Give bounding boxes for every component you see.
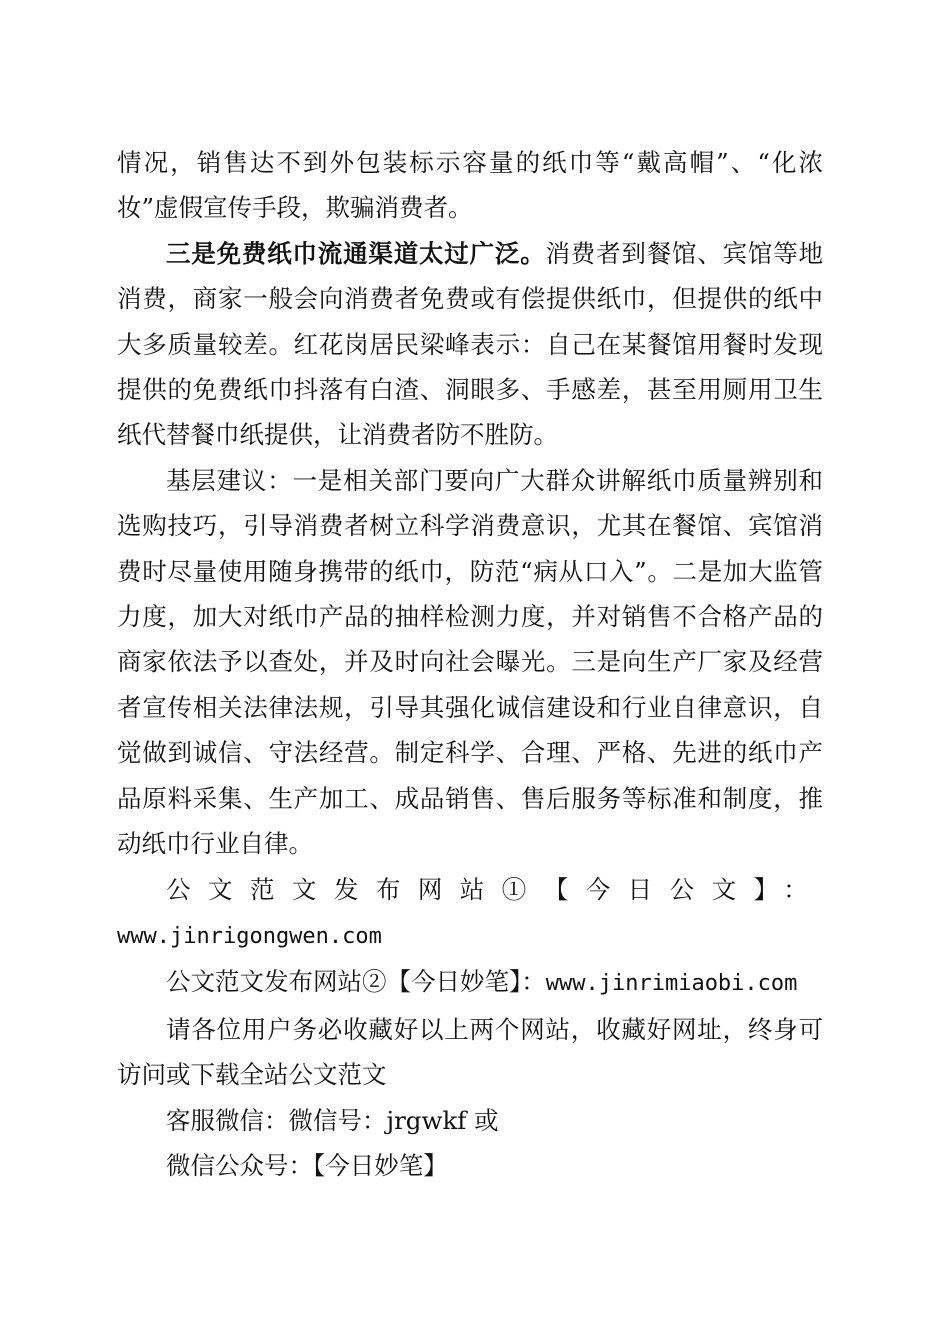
paragraph-continuation: 情况，销售达不到外包装标示容量的纸巾等“戴高帽”、“化浓妆”虚假宣传手段，欺骗消费者。	[117, 148, 823, 223]
website-2-line	[117, 959, 823, 1006]
website-2-label: 公文范文发布网站②【今日妙笔】：	[166, 967, 546, 997]
paragraph-body: 消费者到餐馆、宾馆等地消费，商家一般会向消费者免费或有偿提供纸巾，但提供的纸中大多质量较差。红花岗居民梁峰表示：自己在某餐馆用餐时发现提供的免费纸巾抖落有白渣、洞眼多、手感差，甚至用厕用卫生纸代替餐巾纸提供，让消费者防不胜防。	[117, 238, 823, 450]
paragraph-lead: 三是免费纸巾流通渠道太过广泛。	[166, 238, 546, 268]
wechat-service: 客服微信：微信号：jrgwkf 或	[166, 1105, 499, 1135]
document-body	[117, 140, 823, 1188]
website-2-url[interactable]: www.jinrimiaobi.com	[545, 971, 798, 997]
paragraph-suggestions: 基层建议：一是相关部门要向广大群众讲解纸巾质量辨别和选购技巧，引导消费者树立科学消费意识，尤其在餐馆、宾馆消费时尽量使用随身携带的纸巾，防范“病从口入”。二是加大监管力度，加大对纸巾产品的抽样检测力度，并对销售不合格产品的商家依法予以查处，并及时向社会曝光。三是向生产厂家及经营者宣传相关法律法规，引导其强化诚信建设和行业自律意识，自觉做到诚信、守法经营。制定科学、合理、严格、先进的纸巾产品原料采集、生产加工、成品销售、售后服务等标准和制度，推动纸巾行业自律。	[117, 465, 823, 859]
wechat-account: 微信公众号：【今日妙笔】	[166, 1150, 448, 1180]
website-1-label: 公文范文发布网站①【今日公文】：	[166, 874, 823, 904]
website-1-line	[117, 867, 823, 960]
bookmark-notice: 请各位用户务必收藏好以上两个网站，收藏好网址，终身可访问或下载全站公文范文	[117, 1014, 823, 1090]
paragraph-distribution	[117, 231, 823, 458]
website-1-url[interactable]: www.jinrigongwen.com	[117, 923, 382, 949]
